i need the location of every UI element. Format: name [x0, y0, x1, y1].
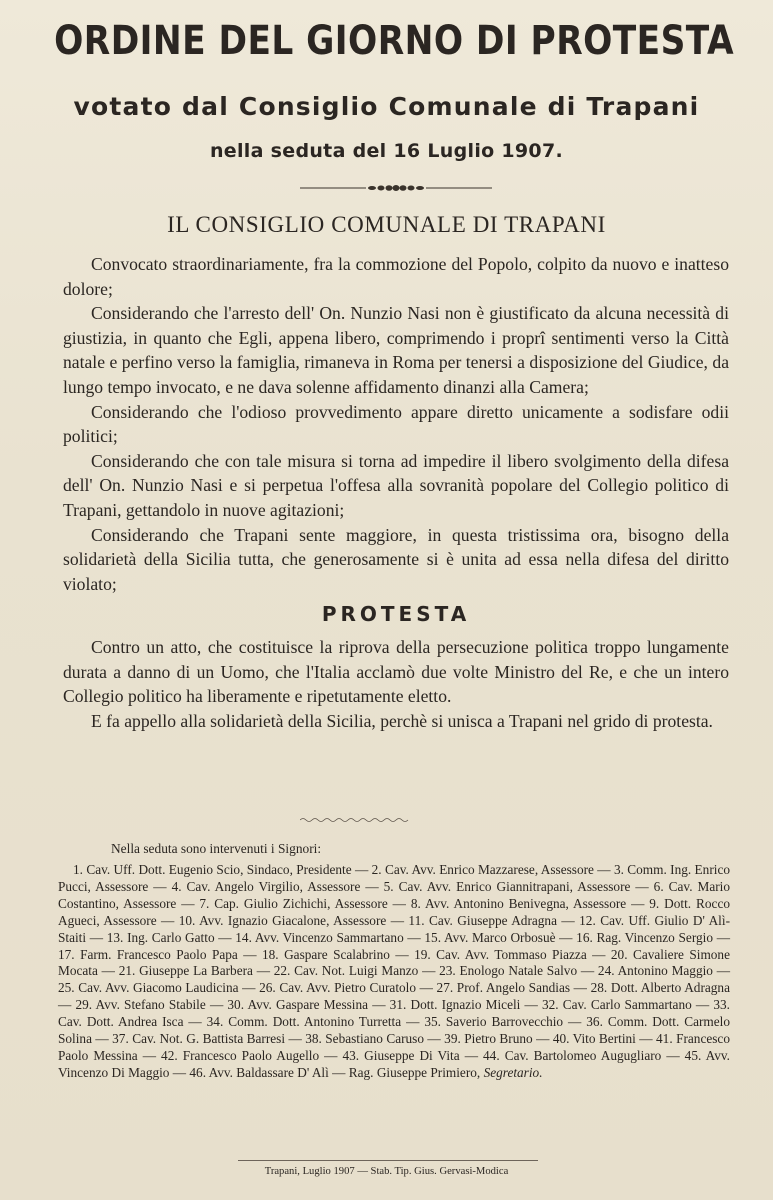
paragraph-contro-un-atto: Contro un atto, che costituisce la riprova della persecuzione politica troppo lungamente durata a danno di un Uomo, che l'Italia acclamò due volte Ministro del Re, e che un intero Collegio politico ha liberamente e ripetutamente eletto. [63, 636, 729, 707]
wavy-divider-icon [300, 817, 410, 823]
paragraph-convocato: Convocato straordinariamente, fra la commozione del Popolo, colpito da nuovo e inatteso dolore; [63, 254, 729, 299]
ornament-divider-icon [300, 184, 492, 192]
attendees-names: 1. Cav. Uff. Dott. Eugenio Scio, Sindaco, Presidente — 2. Cav. Avv. Enrico Mazzarese, Assessore — 3. Comm. Ing. Enrico Pucci, Assessore — 4. Cav. Angelo Virgilio, Assessore — 5. Cav. Avv. Enrico Giannitrapani, Assessore — 6. Cav. Mario Costantino, Assessore — 7. Cap. Giulio Zichichi, Assessore — 8. Avv. Antonino Benivegna, Assessore — 9. Dott. Rocco Agueci, Assessore — 10. Avv. Ignazio Giacalone, Assessore — 11. Cav. Giuseppe Adragna — 12. Cav. Uff. Giulio D' Alì-Staiti — 13. Ing. Carlo Gatto — 14. Avv. Vincenzo Sammartano — 15. Avv. Marco Orbosuè — 16. Rag. Vincenzo Sergio — 17. Farm. Francesco Paolo Papa — 18. Gaspare Scalabrino — 19. Cav. Avv. Tommaso Piazza — 20. Cavaliere Simone Mocata — 21. Giuseppe La Barbera — 22. Cav. Not. Luigi Manzo — 23. Enologo Natale Salvo — 24. Antonino Maggio — 25. Cav. Avv. Giacomo Laudicina — 26. Cav. Avv. Pietro Curatolo — 27. Prof. Angelo Sandias — 28. Dott. Alberto Adragna — 29. Avv. Stefano Stabile — 30. Avv. Gaspare Messina — 31. Dott. Ignazio Miceli — 32. Cav. Carlo Sammartano — 33. Cav. Dott. Andrea Isca — 34. Comm. Dott. Antonino Turretta — 35. Saverio Barrovecchio — 36. Comm. Dott. Carmelo Solina — 37. Cav. Not. G. Battista Barresi — 38. Sebastiano Caruso — 39. Pietro Bruno — 40. Vito Bertini — 41. Francesco Paolo Messina — 42. Francesco Paolo Augello — 43. Giuseppe Di Vita — 44. Cav. Bartolomeo Augugliaro — 45. Avv. Vincenzo Di Maggio — 46. Avv. Baldassare D' Alì — Rag. Giuseppe Primiero, [58, 862, 730, 1080]
footer-rule [238, 1160, 538, 1161]
protesta-heading: PROTESTA [321, 602, 471, 627]
paragraph-considerando-difesa: Considerando che con tale misura si torna ad impedire il libero svolgimento della difesa dell' On. Nunzio Nasi e si perpetua l'offesa alla sovranità popolare del Collegio politico di Trapani, gettandolo in nuove agitazioni; [63, 450, 729, 520]
attendees-list [58, 862, 730, 1082]
session-date: nella seduta del 16 Luglio 1907. [209, 140, 563, 162]
secretary-role: Segretario. [483, 1064, 543, 1080]
paragraph-considerando-provvedimento: Considerando che l'odioso provvedimento appare diretto unicamente a sodisfare odii politici; [63, 401, 729, 447]
paragraph-appello: E fa appello alla solidarietà della Sicilia, perchè si unisca a Trapani nel grido di protesta. [91, 710, 713, 731]
resolution-body [63, 252, 729, 733]
document-title: ORDINE DEL GIORNO DI PROTESTA [54, 18, 735, 64]
printer-footer: Trapani, Luglio 1907 — Stab. Tip. Gius. Gervasi-Modica [264, 1166, 509, 1177]
paragraph-considerando-solidarieta: Considerando che Trapani sente maggiore, in questa tristissima ora, bisogno della solidarietà della Sicilia tutta, che generosamente si è unita ad essa nella difesa del diritto violato; [63, 524, 729, 594]
paragraph-considerando-arresto: Considerando che l'arresto dell' On. Nunzio Nasi non è giustificato da alcuna necessità di giustizia, in quanto che Egli, appena libero, comprimendo i proprî sentimenti verso la Città natale e perfino verso la famiglia, rimaneva in Roma per tenersi a disposizione del Giudice, da lungo tempo invocato, e ne dava solenne affidamento dinanzi alla Camera; [63, 303, 729, 397]
attendees-intro: Nella seduta sono intervenuti i Signori: [111, 841, 322, 856]
document-subtitle: votato dal Consiglio Comunale di Trapani [73, 92, 700, 121]
council-heading: IL CONSIGLIO COMUNALE DI TRAPANI [167, 212, 606, 237]
